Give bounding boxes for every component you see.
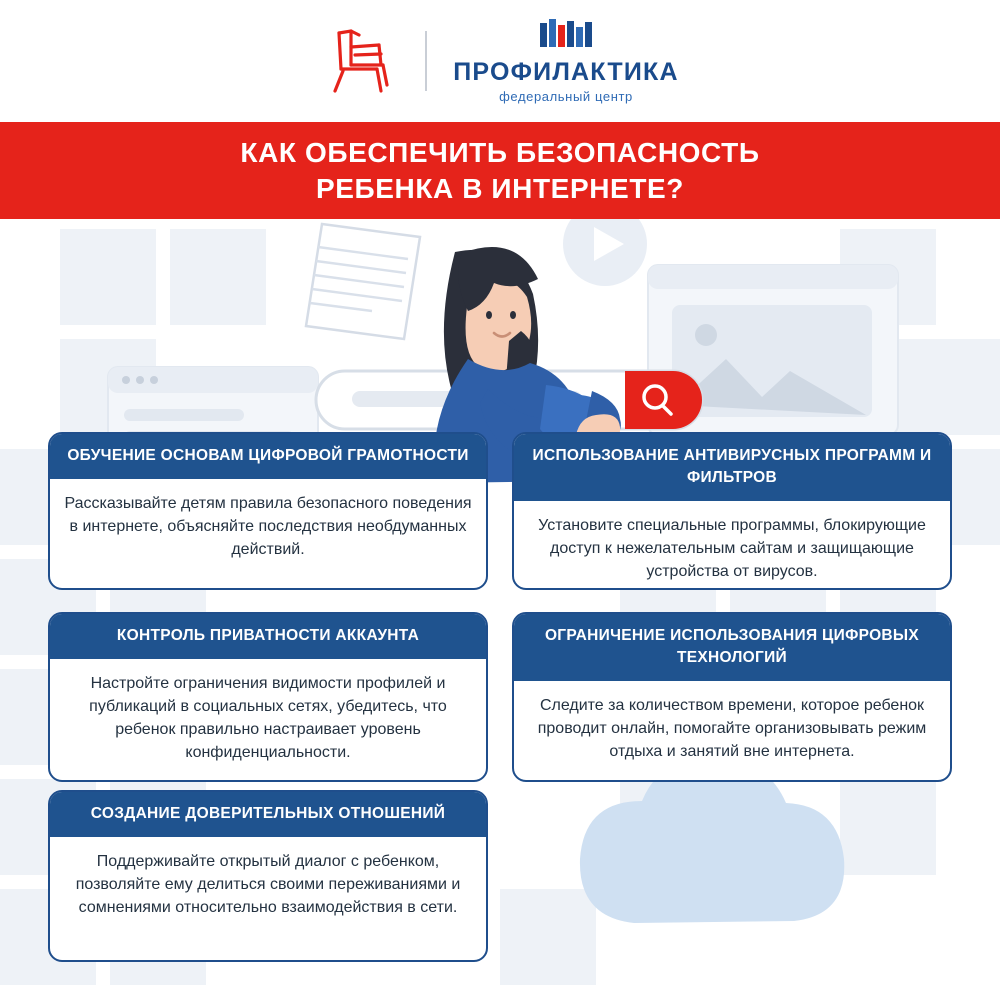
- card-account-privacy[interactable]: [48, 612, 488, 782]
- card-antivirus-filters[interactable]: [512, 432, 952, 590]
- card-title: КОНТРОЛЬ ПРИВАТНОСТИ АККАУНТА: [50, 614, 486, 659]
- card-screen-time-limit[interactable]: [512, 612, 952, 782]
- card-text: Рассказывайте детям правила безопасного поведения в интернете, объясняйте последствия необдуманных действий.: [64, 495, 472, 558]
- brand-subtitle: федеральный центр: [499, 88, 633, 104]
- building-blocks-icon: [540, 19, 592, 52]
- atom-orbit-icon: [629, 981, 900, 1000]
- card-text: Следите за количеством времени, которое ребенок проводит онлайн, помогайте организовывать режим отдыха и занятий вне интернета.: [537, 697, 927, 760]
- card-title: ОГРАНИЧЕНИЕ ИСПОЛЬЗОВАНИЯ ЦИФРОВЫХ ТЕХНОЛОГИЙ: [514, 614, 950, 681]
- card-text: Поддерживайте открытый диалог с ребенком, позволяйте ему делиться своими переживаниями и сомнениями относительно взаимодействия в сети.: [75, 853, 461, 916]
- card-text: Настройте ограничения видимости профилей и публикаций в социальных сетях, убедитесь, что ребенок правильно настраивает уровень конфиденциальности.: [89, 675, 447, 761]
- page-title-line-1: КАК ОБЕСПЕЧИТЬ БЕЗОПАСНОСТЬ: [240, 136, 760, 168]
- card-digital-literacy[interactable]: [48, 432, 488, 590]
- card-title: СОЗДАНИЕ ДОВЕРИТЕЛЬНЫХ ОТНОШЕНИЙ: [50, 792, 486, 837]
- chair-icon: [321, 25, 399, 97]
- logo-divider: [425, 31, 427, 91]
- logo-group: [321, 19, 679, 104]
- document-icon: [306, 224, 420, 339]
- card-trust-relationship[interactable]: [48, 790, 488, 962]
- card-title: ИСПОЛЬЗОВАНИЕ АНТИВИРУСНЫХ ПРОГРАММ И ФИЛЬТРОВ: [514, 434, 950, 501]
- card-text: Установите специальные программы, блокирующие доступ к нежелательным сайтам и защищающие устройства от вирусов.: [538, 517, 926, 580]
- header: [0, 0, 1000, 122]
- brand-title: ПРОФИЛАКТИКА: [453, 57, 679, 86]
- card-title: ОБУЧЕНИЕ ОСНОВАМ ЦИФРОВОЙ ГРАМОТНОСТИ: [50, 434, 486, 479]
- page-title-line-2: РЕБЕНКА В ИНТЕРНЕТЕ?: [315, 172, 685, 204]
- brand-block: [453, 19, 679, 104]
- play-button-icon: [563, 219, 647, 286]
- page-title: [0, 122, 1000, 219]
